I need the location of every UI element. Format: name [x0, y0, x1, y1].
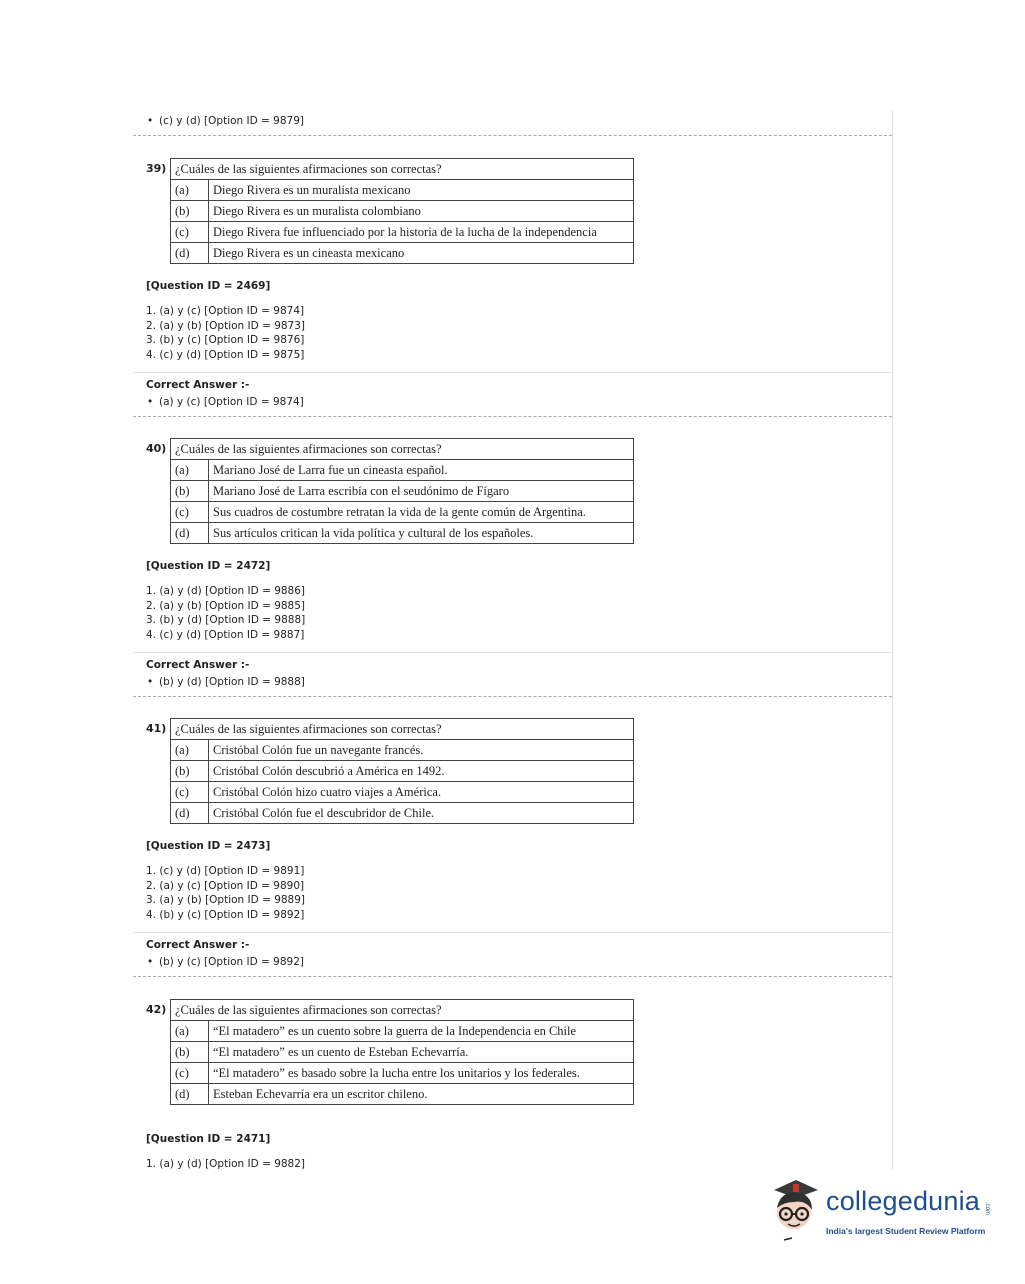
separator — [133, 416, 892, 417]
correct-answer: • (b) y (c) [Option ID = 9892] — [147, 956, 305, 968]
document-page — [133, 110, 893, 1170]
question-id: [Question ID = 2473] — [146, 840, 271, 852]
separator — [133, 976, 892, 977]
question-id: [Question ID = 2472] — [146, 560, 271, 572]
correct-answer-label: Correct Answer :- — [146, 659, 250, 671]
question-id: [Question ID = 2469] — [146, 280, 271, 292]
statements-table: ¿Cuáles de las siguientes afirmaciones son correctas? (a) Mariano José de Larra fue un cineasta español. (b) Mariano José de Larra escribía con el seudónimo de Fígaro (c) Sus cuadros de costumbre retratan la vida de la gente común de Argentina. (d) Sus artículos critican la vida política y cultural de los españoles. — [170, 438, 634, 544]
mascot-icon — [766, 1178, 824, 1248]
question-text: ¿Cuáles de las siguientes afirmaciones son correctas? — [171, 439, 634, 460]
separator — [133, 135, 892, 136]
question-number: 42) — [146, 1003, 167, 1016]
correct-answer-label: Correct Answer :- — [146, 379, 250, 391]
previous-correct-answer: • (c) y (d) [Option ID = 9879] — [147, 115, 305, 127]
correct-answer-label: Correct Answer :- — [146, 939, 250, 951]
logo-com: .com — [984, 1202, 990, 1216]
options-list: 1. (a) y (c) [Option ID = 9874] 2. (a) y (b) [Option ID = 9873] 3. (b) y (c) [Option ID = 9876] 4. (c) y (d) [Option ID = 9875] — [146, 305, 306, 361]
logo-tagline: India's largest Student Review Platform — [826, 1226, 986, 1236]
question-text: ¿Cuáles de las siguientes afirmaciones son correctas? — [171, 159, 634, 180]
statements-table: ¿Cuáles de las siguientes afirmaciones son correctas? (a) Cristóbal Colón fue un navegante francés. (b) Cristóbal Colón descubrió a América en 1492. (c) Cristóbal Colón hizo cuatro viajes a América. (d) Cristóbal Colón fue el descubridor de Chile. — [170, 718, 634, 824]
question-number: 39) — [146, 162, 167, 175]
collegedunia-logo — [766, 1178, 996, 1248]
question-text: ¿Cuáles de las siguientes afirmaciones son correctas? — [171, 719, 634, 740]
question-number: 40) — [146, 442, 167, 455]
question-id: [Question ID = 2471] — [146, 1133, 271, 1145]
statements-table: ¿Cuáles de las siguientes afirmaciones son correctas? (a) Diego Rivera es un muralista mexicano (b) Diego Rivera es un muralista colombiano (c) Diego Rivera fue influenciado por la historia de la lucha de la independencia (d) Diego Rivera es un cineasta mexicano — [170, 158, 634, 264]
options-list: 1. (c) y (d) [Option ID = 9891] 2. (a) y (c) [Option ID = 9890] 3. (a) y (b) [Option ID = 9889] 4. (b) y (c) [Option ID = 9892] — [146, 865, 306, 921]
correct-answer: • (a) y (c) [Option ID = 9874] — [147, 396, 304, 408]
options-list: 1. (a) y (d) [Option ID = 9886] 2. (a) y (b) [Option ID = 9885] 3. (b) y (d) [Option ID = 9888] 4. (c) y (d) [Option ID = 9887] — [146, 585, 306, 641]
separator — [133, 696, 892, 697]
statements-table: ¿Cuáles de las siguientes afirmaciones son correctas? (a) “El matadero” es un cuento sobre la guerra de la Independencia en Chile (b) “El matadero” es un cuento de Esteban Echevarría. (c) “El matadero” es basado sobre la lucha entre los unitarios y los federales. (d) Esteban Echevarría era un escritor chileno. — [170, 999, 634, 1105]
question-number: 41) — [146, 722, 167, 735]
question-text: ¿Cuáles de las siguientes afirmaciones son correctas? — [171, 1000, 634, 1021]
options-list: 1. (a) y (d) [Option ID = 9882] — [146, 1158, 306, 1170]
logo-name: collegedunia — [826, 1186, 981, 1216]
correct-answer: • (b) y (d) [Option ID = 9888] — [147, 676, 305, 688]
